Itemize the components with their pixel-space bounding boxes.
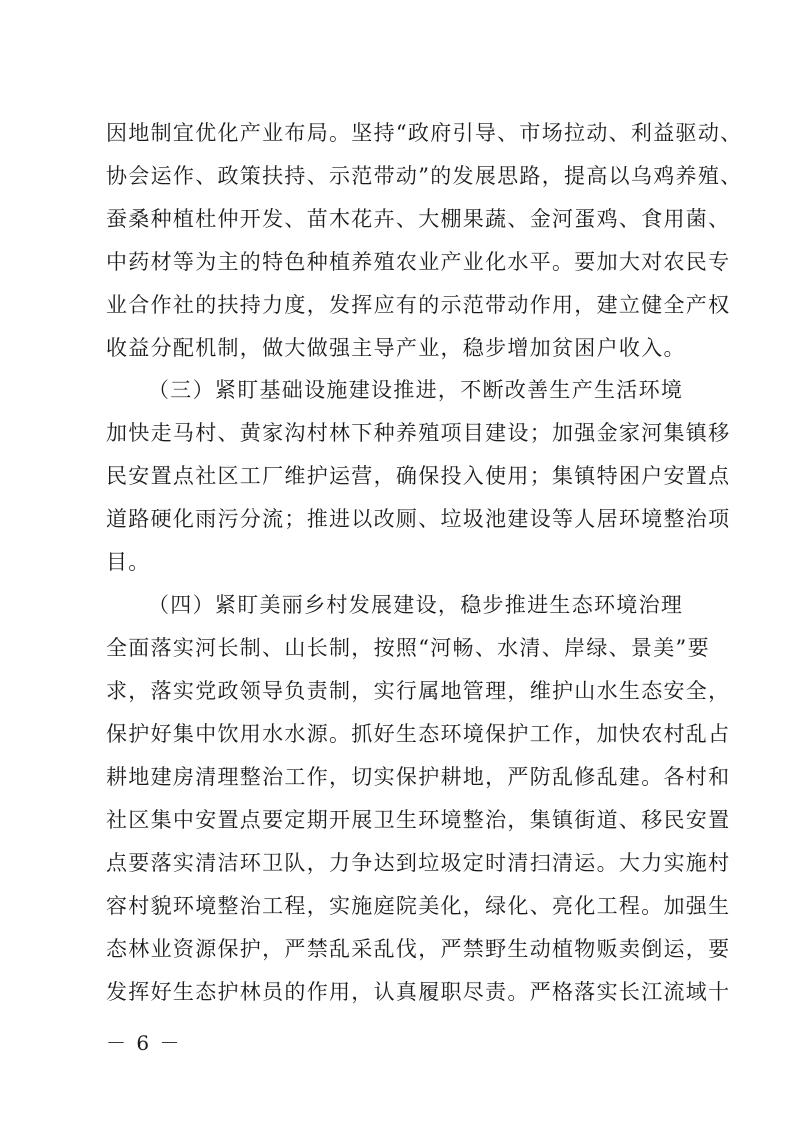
body-text-line: 中药材等为主的特色种植养殖农业产业化水平。要加大对农民专 bbox=[106, 250, 731, 274]
body-text-line: 目。 bbox=[106, 550, 151, 574]
body-text-line: 民安置点社区工厂维护运营，确保投入使用；集镇特困户安置点 bbox=[106, 464, 731, 488]
body-text-line: 发挥好生态护林员的作用，认真履职尽责。严格落实长江流域十 bbox=[106, 980, 731, 1004]
body-text-line: 业合作社的扶持力度，发挥应有的示范带动作用，建立健全产权 bbox=[106, 293, 731, 317]
body-text-line: 加快走马村、黄家沟村林下种养殖项目建设；加强金家河集镇移 bbox=[106, 421, 731, 445]
section-heading-4: （四）紧盯美丽乡村发展建设，稳步推进生态环境治理 bbox=[148, 593, 684, 617]
body-text-line: 点要落实清洁环卫队，力争达到垃圾定时清扫清运。大力实施村 bbox=[106, 851, 731, 875]
body-text-line: 保护好集中饮用水水源。抓好生态环境保护工作，加快农村乱占 bbox=[106, 722, 731, 746]
body-text-line: 蚕桑种植杜仲开发、苗木花卉、大棚果蔬、金河蛋鸡、食用菌、 bbox=[106, 207, 731, 231]
body-text-line: 协会运作、政策扶持、示范带动”的发展思路，提高以乌鸡养殖、 bbox=[106, 164, 743, 188]
body-text-line: 因地制宜优化产业布局。坚持“政府引导、市场拉动、利益驱动、 bbox=[106, 121, 743, 145]
body-text-line: 容村貌环境整治工程，实施庭院美化，绿化、亮化工程。加强生 bbox=[106, 894, 731, 918]
body-text-line: 求，落实党政领导负责制，实行属地管理，维护山水生态安全， bbox=[106, 679, 731, 703]
body-text-line: 社区集中安置点要定期开展卫生环境整治，集镇街道、移民安置 bbox=[106, 808, 731, 832]
page-number: － 6 － bbox=[106, 1031, 182, 1055]
body-text-line: 全面落实河长制、山长制，按照“河畅、水清、岸绿、景美”要 bbox=[106, 636, 710, 660]
section-heading-3: （三）紧盯基础设施建设推进，不断改善生产生活环境 bbox=[148, 378, 684, 402]
body-text-line: 收益分配机制，做大做强主导产业，稳步增加贫困户收入。 bbox=[106, 336, 686, 360]
body-text-line: 耕地建房清理整治工作，切实保护耕地，严防乱修乱建。各村和 bbox=[106, 765, 731, 789]
body-text-line: 道路硬化雨污分流；推进以改厕、垃圾池建设等人居环境整治项 bbox=[106, 507, 731, 531]
body-text-line: 态林业资源保护，严禁乱采乱伐，严禁野生动植物贩卖倒运，要 bbox=[106, 937, 731, 961]
